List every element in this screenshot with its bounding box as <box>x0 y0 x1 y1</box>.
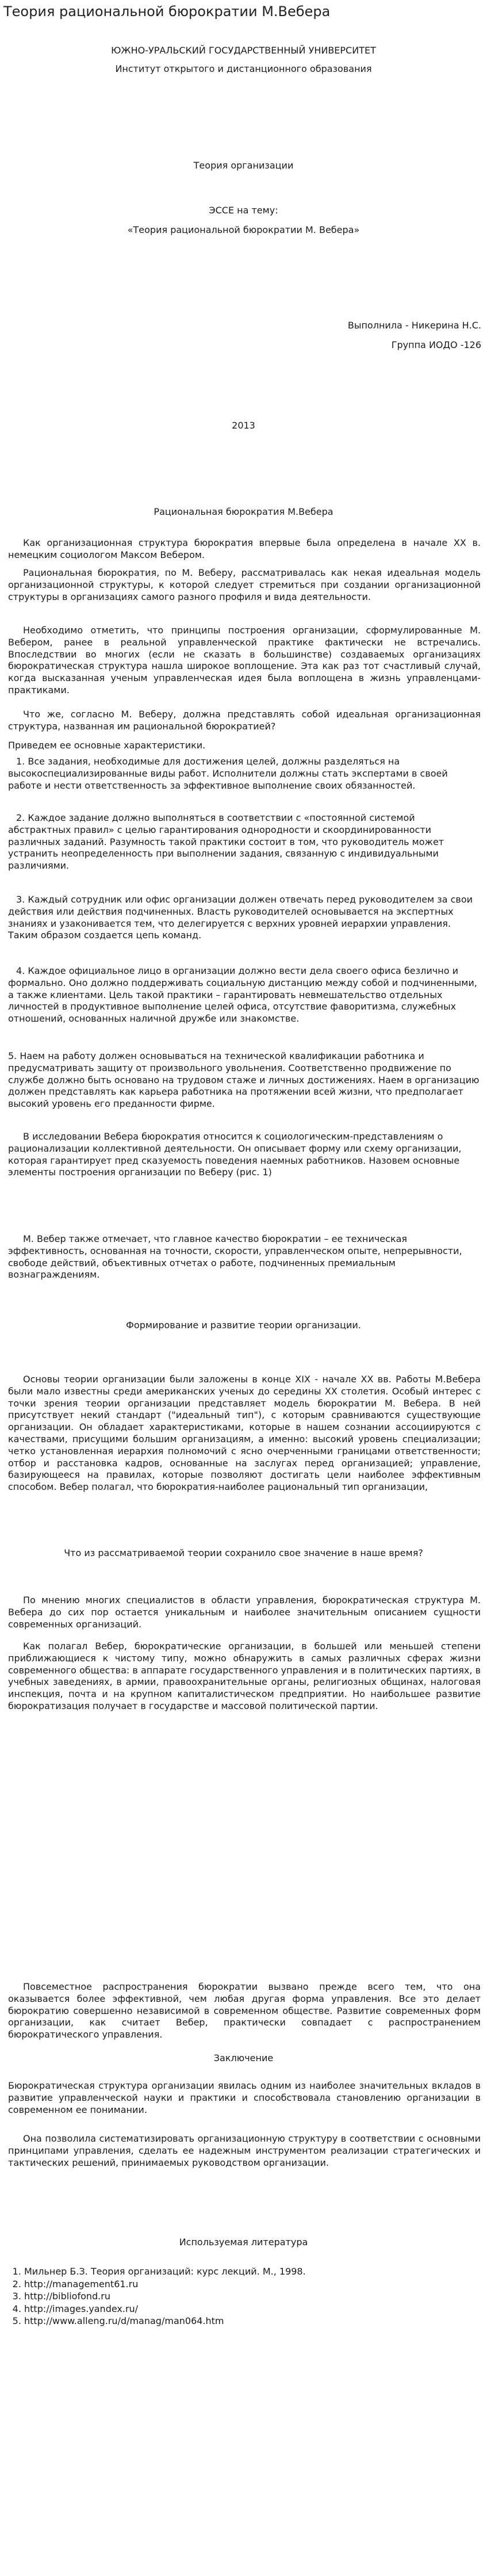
section-title-theory: Формирование и развитие теории организации. <box>126 1320 361 1331</box>
group-name: Группа ИОДО -126 <box>391 339 481 350</box>
paragraph: Повсеместное распространения бюрократии вызвано прежде всего тем, что она оказывается более эффективной, чем любая другая форма управления. Все это делает бюрократию совершенно независимой в современном обществе. Развитие современных форм организации, как считает Вебер, практически совпадает с распространением бюрократического управления. <box>8 1981 481 2040</box>
list-item[interactable]: 5. http://www.alleng.ru/d/manag/man064.htm <box>24 2315 487 2327</box>
list-item[interactable]: 3. http://bibliofond.ru <box>24 2290 487 2303</box>
essay-topic: «Теория рациональной бюрократии М. Вебера» <box>127 224 360 235</box>
list-item[interactable]: 4. http://images.yandex.ru/ <box>24 2303 487 2315</box>
subject-name: Теория организации <box>193 160 294 171</box>
paragraph: Приведем ее основные характеристики. <box>8 740 206 751</box>
characteristic-item: 3. Каждый сотрудник или офис организации должен отвечать перед руководителем за свои действия или действия подчиненных. Власть руководителей основывается на экспертных знаниях и узаконивается тем, что делегируется с верхних уровней иерархии управления. Таким образом создается цепь команд. <box>8 894 473 941</box>
literature-list <box>8 2265 487 2327</box>
paragraph: В исследовании Вебера бюрократия относится к социологическим-представлениям о рационализации коллективной деятельности. Он описывает форму или схему организации, которая гарантирует пред сказуемость поведения наемных работников. Назовем основные элементы построения организации по Веберу (рис. 1) <box>8 1131 462 1178</box>
paragraph: Рациональная бюрократия, по М. Веберу, рассматривалась как некая идеальная модель организационной структуры, к которой следует стремиться при создании организационной структуры в организациях самого разного профиля и вида деятельности. <box>8 567 481 602</box>
page-title: Теория рациональной бюрократии М.Вебера <box>3 3 331 20</box>
section-title-relevance: Что из рассматриваемой теории сохранило свое значение в наше время? <box>64 1547 423 1558</box>
paragraph: Как организационная структура бюрократия впервые была определена в начале XX в. немецким социологом Максом Вебером. <box>8 537 481 560</box>
paragraph: М. Вебер также отмечает, что главное качество бюрократии – ее техническая эффективность, основанная на точности, скорости, управленческом опыте, непрерывности, свободе действий, объективных отчетах о работе, подчиненных премиальным вознаграждениям. <box>8 1233 462 1281</box>
section-title-conclusion: Заключение <box>213 2053 274 2063</box>
paragraph: Бюрократическая структура организации явилась одним из наиболее значительных вкладов в развитие управленческой науки и практики и способствовала становлению организации в современном ее понимании. <box>8 2080 481 2115</box>
paragraph: Она позволила систематизировать организационную структуру в соответствии с основными принципами управления, сделать ее надежным инструментом реализации стратегических и тактических решений, принимаемых руководством организации. <box>8 2133 481 2168</box>
characteristic-item: 4. Каждое официальное лицо в организации должно вести дела своего офиса безлично и формально. Оно должно поддерживать социальную дистанцию между собой и подчиненными, а также клиентами. Цель такой практики – гарантировать невмешательство отдельных личностей в продуктивное выполнение целей офиса, отсутствие фаворитизма, служебных отношений, основанных наличной дружбе или знакомстве. <box>8 965 477 1025</box>
section-title-bureaucracy: Рациональная бюрократия М.Вебера <box>154 506 333 517</box>
essay-label: ЭССЕ на тему: <box>209 205 278 216</box>
characteristic-item: 1. Все задания, необходимые для достижения целей, должны разделяться на высокоспециализированные виды работ. Исполнители должны стать экспертами в своей работе и нести ответственность за эффективное выполнение своих обязанностей. <box>8 756 448 791</box>
section-title-literature: Используемая литература <box>179 2237 308 2248</box>
paragraph: Основы теории организации были заложены в конце XIX - начале XX вв. Работы М.Вебера были мало известны среди американских ученых до середины XX столетия. Особый интерес с точки зрения теории организации представляет модель бюрократии М. Вебера. В ней присутствует некий стандарт ("идеальный тип"), с которым сравниваются существующие организации. Он обладает характеристиками, которые в нашем сознании ассоциируются с качествами, присущими большим организациям, а именно: высокий уровень специализации; четко установленная иерархия полномочий с ясно очерченными границами ответственности; отбор и расстановка кадров, основанные на заслугах перед организацией; управление, базирующееся на правилах, которые позволяют достигать цели наиболее эффективным способом. Вебер полагал, что бюрократия-наиболее рациональный тип организации, <box>8 1374 481 1493</box>
paragraph: Необходимо отметить, что принципы построения организации, сформулированные М. Вебером, ранее в реальной управленческой практике фактически не встречались. Впоследствии во многих (если не сказать в большинстве) создаваемых организациях бюрократическая структура нашла широкое воплощение. Эта как раз тот счастливый случай, когда высказанная ученым управленческая идея была воплощена в жизнь управленцами-практиками. <box>8 625 481 695</box>
author-name: Выполнила - Никерина Н.С. <box>347 320 481 331</box>
paragraph: Как полагал Вебер, бюрократические организации, в большей или меньшей степени приближающиеся к чистому типу, можно обнаружить в самых различных сферах жизни современного общества: в аппарате государственного управления и в политических партиях, в учебных заведениях, в армии, правоохранительные органы, религиозных общинах, налоговая инспекция, почта и на крупном капиталистическом предприятии. Но наибольшее развитие бюрократизация получает в государстве и массовой политической партии. <box>8 1641 481 1711</box>
paragraph: Что же, согласно М. Веберу, должна представлять собой идеальная организационная структура, названная им рациональной бюрократией? <box>8 709 481 732</box>
list-item[interactable]: 2. http://management61.ru <box>24 2278 487 2291</box>
university-name: ЮЖНО-УРАЛЬСКИЙ ГОСУДАРСТВЕННЫЙ УНИВЕРСИТЕТ <box>111 45 376 56</box>
paragraph: По мнению многих специалистов в области управления, бюрократическая структура М. Вебера до сих пор остается уникальным и наиболее значительным описанием сущности современных организаций. <box>8 1595 481 1630</box>
characteristic-item: 2. Каждое задание должно выполняться в соответствии с «постоянной системой абстрактных правил» с целью гарантирования однородности и скоординированности различных заданий. Разумность такой практики состоит в том, что руководитель может устранить неопределенность при выполнении задания, связанную с индивидуальными различиями. <box>8 812 444 872</box>
institute-name: Институт открытого и дистанционного образования <box>115 63 372 74</box>
list-item: 1. Мильнер Б.З. Теория организаций: курс лекций. М., 1998. <box>24 2265 487 2278</box>
year: 2013 <box>232 420 255 431</box>
characteristic-item: 5. Наем на работу должен основываться на технической квалификации работника и предусматривать защиту от произвольного увольнения. Соответственно продвижение по службе должно быть основано на трудовом стаже и личных достижениях. Наем в организацию должен представлять как карьера работника на протяжении всей жизни, что предполагает высокий уровень его преданности фирме. <box>8 1050 480 1110</box>
